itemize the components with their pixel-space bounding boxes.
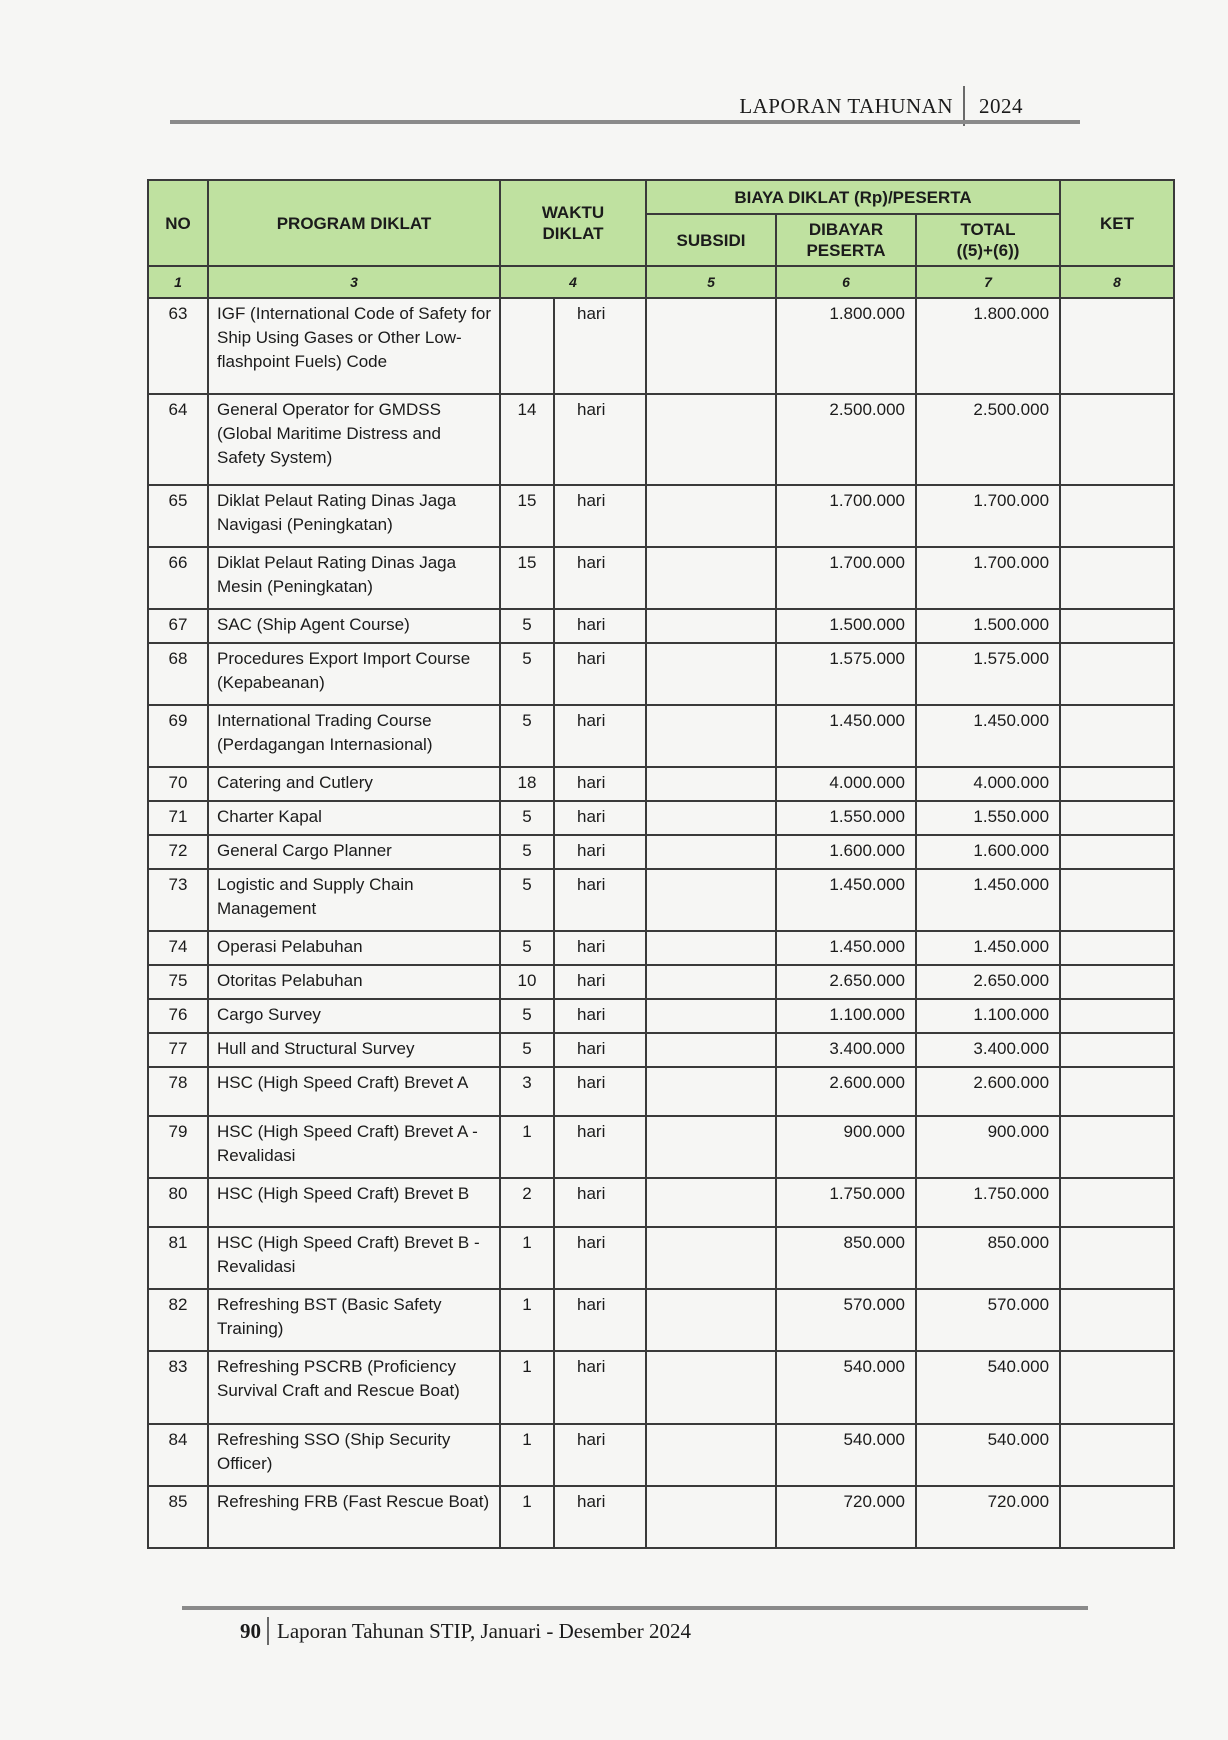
duration-days: 5	[500, 869, 554, 931]
duration-days: 3	[500, 1067, 554, 1116]
table-row	[148, 1178, 1174, 1227]
program-name: IGF (International Code of Safety for Ship Using Gases or Other Low-flashpoint Fuels) Code	[208, 298, 500, 394]
remarks	[1060, 931, 1174, 965]
total-cost: 3.400.000	[916, 1033, 1060, 1067]
header-rule	[170, 120, 1080, 124]
subsidy-cost	[646, 1067, 776, 1116]
duration-days: 15	[500, 547, 554, 609]
subsidy-cost	[646, 869, 776, 931]
total-cost: 570.000	[916, 1289, 1060, 1351]
header-waktu: WAKTU DIKLAT	[500, 180, 646, 266]
subsidy-cost	[646, 1033, 776, 1067]
total-cost: 2.500.000	[916, 394, 1060, 485]
program-name: Diklat Pelaut Rating Dinas Jaga Mesin (Peningkatan)	[208, 547, 500, 609]
row-number: 65	[148, 485, 208, 547]
table-row	[148, 394, 1174, 485]
duration-days: 1	[500, 1289, 554, 1351]
table-row	[148, 1227, 1174, 1289]
program-name: Refreshing PSCRB (Proficiency Survival Craft and Rescue Boat)	[208, 1351, 500, 1424]
duration-days: 18	[500, 767, 554, 801]
table-row	[148, 931, 1174, 965]
duration-unit: hari	[554, 1424, 646, 1486]
participant-cost: 4.000.000	[776, 767, 916, 801]
program-name: Operasi Pelabuhan	[208, 931, 500, 965]
subsidy-cost	[646, 1227, 776, 1289]
total-cost: 1.700.000	[916, 485, 1060, 547]
footer-divider	[267, 1617, 269, 1645]
table-row	[148, 547, 1174, 609]
participant-cost: 850.000	[776, 1227, 916, 1289]
subsidy-cost	[646, 1289, 776, 1351]
remarks	[1060, 835, 1174, 869]
program-name: Logistic and Supply Chain Management	[208, 869, 500, 931]
remarks	[1060, 1116, 1174, 1178]
remarks	[1060, 1486, 1174, 1548]
row-number: 82	[148, 1289, 208, 1351]
duration-unit: hari	[554, 965, 646, 999]
table-row	[148, 965, 1174, 999]
program-name: Otoritas Pelabuhan	[208, 965, 500, 999]
row-number: 71	[148, 801, 208, 835]
duration-days	[500, 298, 554, 394]
participant-cost: 1.750.000	[776, 1178, 916, 1227]
program-name: Cargo Survey	[208, 999, 500, 1033]
participant-cost: 1.450.000	[776, 931, 916, 965]
remarks	[1060, 869, 1174, 931]
table-row	[148, 835, 1174, 869]
duration-unit: hari	[554, 705, 646, 767]
remarks	[1060, 705, 1174, 767]
duration-unit: hari	[554, 547, 646, 609]
table-row	[148, 801, 1174, 835]
duration-unit: hari	[554, 801, 646, 835]
duration-days: 1	[500, 1351, 554, 1424]
subsidy-cost	[646, 1178, 776, 1227]
row-number: 85	[148, 1486, 208, 1548]
participant-cost: 2.500.000	[776, 394, 916, 485]
table-row	[148, 767, 1174, 801]
remarks	[1060, 1351, 1174, 1424]
table-row	[148, 298, 1174, 394]
subsidy-cost	[646, 835, 776, 869]
participant-cost: 900.000	[776, 1116, 916, 1178]
duration-days: 5	[500, 801, 554, 835]
duration-unit: hari	[554, 1116, 646, 1178]
header-total: TOTAL ((5)+(6))	[916, 214, 1060, 266]
total-cost: 1.450.000	[916, 869, 1060, 931]
program-name: Refreshing FRB (Fast Rescue Boat)	[208, 1486, 500, 1548]
duration-unit: hari	[554, 1178, 646, 1227]
table-row	[148, 643, 1174, 705]
header-year: 2024	[979, 93, 1023, 118]
duration-unit: hari	[554, 999, 646, 1033]
duration-days: 5	[500, 999, 554, 1033]
program-name: HSC (High Speed Craft) Brevet A	[208, 1067, 500, 1116]
col-index: 3	[208, 266, 500, 298]
total-cost: 850.000	[916, 1227, 1060, 1289]
row-number: 83	[148, 1351, 208, 1424]
total-cost: 1.550.000	[916, 801, 1060, 835]
duration-days: 1	[500, 1116, 554, 1178]
program-name: Catering and Cutlery	[208, 767, 500, 801]
row-number: 66	[148, 547, 208, 609]
program-name: Refreshing SSO (Ship Security Officer)	[208, 1424, 500, 1486]
total-cost: 1.750.000	[916, 1178, 1060, 1227]
header-program: PROGRAM DIKLAT	[208, 180, 500, 266]
duration-unit: hari	[554, 835, 646, 869]
total-cost: 1.500.000	[916, 609, 1060, 643]
remarks	[1060, 1178, 1174, 1227]
program-name: General Operator for GMDSS (Global Maritime Distress and Safety System)	[208, 394, 500, 485]
total-cost: 1.800.000	[916, 298, 1060, 394]
duration-days: 1	[500, 1486, 554, 1548]
participant-cost: 2.650.000	[776, 965, 916, 999]
total-cost: 1.100.000	[916, 999, 1060, 1033]
duration-unit: hari	[554, 1033, 646, 1067]
remarks	[1060, 1289, 1174, 1351]
total-cost: 540.000	[916, 1351, 1060, 1424]
page-number: 90	[240, 1618, 261, 1643]
subsidy-cost	[646, 643, 776, 705]
subsidy-cost	[646, 1486, 776, 1548]
program-name: Diklat Pelaut Rating Dinas Jaga Navigasi (Peningkatan)	[208, 485, 500, 547]
header-ket: KET	[1060, 180, 1174, 266]
row-number: 68	[148, 643, 208, 705]
participant-cost: 570.000	[776, 1289, 916, 1351]
program-name: Refreshing BST (Basic Safety Training)	[208, 1289, 500, 1351]
participant-cost: 1.550.000	[776, 801, 916, 835]
total-cost: 2.600.000	[916, 1067, 1060, 1116]
total-cost: 4.000.000	[916, 767, 1060, 801]
participant-cost: 2.600.000	[776, 1067, 916, 1116]
participant-cost: 1.600.000	[776, 835, 916, 869]
total-cost: 1.450.000	[916, 705, 1060, 767]
table-row	[148, 869, 1174, 931]
participant-cost: 1.700.000	[776, 485, 916, 547]
row-number: 81	[148, 1227, 208, 1289]
remarks	[1060, 965, 1174, 999]
duration-unit: hari	[554, 1067, 646, 1116]
participant-cost: 1.500.000	[776, 609, 916, 643]
table-row	[148, 999, 1174, 1033]
duration-unit: hari	[554, 485, 646, 547]
row-number: 80	[148, 1178, 208, 1227]
duration-days: 5	[500, 609, 554, 643]
duration-days: 1	[500, 1424, 554, 1486]
row-number: 75	[148, 965, 208, 999]
participant-cost: 540.000	[776, 1351, 916, 1424]
table-row	[148, 1116, 1174, 1178]
duration-days: 5	[500, 1033, 554, 1067]
table-row	[148, 705, 1174, 767]
subsidy-cost	[646, 394, 776, 485]
total-cost: 1.700.000	[916, 547, 1060, 609]
table-row	[148, 1067, 1174, 1116]
remarks	[1060, 298, 1174, 394]
program-name: SAC (Ship Agent Course)	[208, 609, 500, 643]
duration-days: 2	[500, 1178, 554, 1227]
footer-rule	[182, 1606, 1088, 1610]
col-index: 8	[1060, 266, 1174, 298]
header-title: LAPORAN TAHUNAN	[739, 93, 953, 118]
footer-text: Laporan Tahunan STIP, Januari - Desember 2024	[277, 1618, 691, 1643]
subsidy-cost	[646, 1116, 776, 1178]
subsidy-cost	[646, 1424, 776, 1486]
row-number: 76	[148, 999, 208, 1033]
page-footer	[240, 1617, 691, 1645]
remarks	[1060, 547, 1174, 609]
col-index: 7	[916, 266, 1060, 298]
duration-unit: hari	[554, 609, 646, 643]
participant-cost: 1.700.000	[776, 547, 916, 609]
row-number: 74	[148, 931, 208, 965]
row-number: 84	[148, 1424, 208, 1486]
subsidy-cost	[646, 801, 776, 835]
remarks	[1060, 609, 1174, 643]
remarks	[1060, 767, 1174, 801]
table-row	[148, 1424, 1174, 1486]
duration-days: 1	[500, 1227, 554, 1289]
participant-cost: 1.450.000	[776, 705, 916, 767]
program-name: General Cargo Planner	[208, 835, 500, 869]
subsidy-cost	[646, 298, 776, 394]
remarks	[1060, 1067, 1174, 1116]
subsidy-cost	[646, 767, 776, 801]
subsidy-cost	[646, 1351, 776, 1424]
col-index: 1	[148, 266, 208, 298]
total-cost: 2.650.000	[916, 965, 1060, 999]
remarks	[1060, 1227, 1174, 1289]
program-name: Procedures Export Import Course (Kepabeanan)	[208, 643, 500, 705]
subsidy-cost	[646, 999, 776, 1033]
duration-days: 10	[500, 965, 554, 999]
duration-unit: hari	[554, 869, 646, 931]
duration-unit: hari	[554, 931, 646, 965]
training-cost-table	[147, 179, 1175, 1549]
participant-cost: 3.400.000	[776, 1033, 916, 1067]
duration-days: 5	[500, 705, 554, 767]
row-number: 67	[148, 609, 208, 643]
remarks	[1060, 643, 1174, 705]
participant-cost: 1.450.000	[776, 869, 916, 931]
header-subsidi: SUBSIDI	[646, 214, 776, 266]
duration-unit: hari	[554, 767, 646, 801]
participant-cost: 1.100.000	[776, 999, 916, 1033]
remarks	[1060, 485, 1174, 547]
row-number: 79	[148, 1116, 208, 1178]
duration-days: 5	[500, 835, 554, 869]
program-name: HSC (High Speed Craft) Brevet A - Revalidasi	[208, 1116, 500, 1178]
participant-cost: 1.575.000	[776, 643, 916, 705]
remarks	[1060, 999, 1174, 1033]
program-name: International Trading Course (Perdagangan Internasional)	[208, 705, 500, 767]
duration-unit: hari	[554, 298, 646, 394]
participant-cost: 720.000	[776, 1486, 916, 1548]
total-cost: 720.000	[916, 1486, 1060, 1548]
subsidy-cost	[646, 485, 776, 547]
header-dibayar: DIBAYAR PESERTA	[776, 214, 916, 266]
row-number: 69	[148, 705, 208, 767]
remarks	[1060, 801, 1174, 835]
row-number: 63	[148, 298, 208, 394]
duration-unit: hari	[554, 394, 646, 485]
total-cost: 1.575.000	[916, 643, 1060, 705]
header-biaya: BIAYA DIKLAT (Rp)/PESERTA	[646, 180, 1060, 214]
program-name: HSC (High Speed Craft) Brevet B - Revalidasi	[208, 1227, 500, 1289]
col-index: 5	[646, 266, 776, 298]
duration-days: 5	[500, 931, 554, 965]
table-row	[148, 485, 1174, 547]
program-name: Charter Kapal	[208, 801, 500, 835]
row-number: 77	[148, 1033, 208, 1067]
duration-unit: hari	[554, 1351, 646, 1424]
row-number: 72	[148, 835, 208, 869]
header-no: NO	[148, 180, 208, 266]
subsidy-cost	[646, 705, 776, 767]
total-cost: 1.450.000	[916, 931, 1060, 965]
row-number: 78	[148, 1067, 208, 1116]
row-number: 70	[148, 767, 208, 801]
total-cost: 900.000	[916, 1116, 1060, 1178]
participant-cost: 540.000	[776, 1424, 916, 1486]
duration-days: 15	[500, 485, 554, 547]
duration-unit: hari	[554, 1227, 646, 1289]
subsidy-cost	[646, 547, 776, 609]
program-name: HSC (High Speed Craft) Brevet B	[208, 1178, 500, 1227]
row-number: 64	[148, 394, 208, 485]
participant-cost: 1.800.000	[776, 298, 916, 394]
subsidy-cost	[646, 965, 776, 999]
col-index: 6	[776, 266, 916, 298]
duration-unit: hari	[554, 1289, 646, 1351]
table-row	[148, 1351, 1174, 1424]
table-row	[148, 609, 1174, 643]
total-cost: 1.600.000	[916, 835, 1060, 869]
duration-unit: hari	[554, 643, 646, 705]
duration-days: 14	[500, 394, 554, 485]
table-row	[148, 1289, 1174, 1351]
remarks	[1060, 1033, 1174, 1067]
remarks	[1060, 394, 1174, 485]
table-row	[148, 1486, 1174, 1548]
total-cost: 540.000	[916, 1424, 1060, 1486]
row-number: 73	[148, 869, 208, 931]
col-index: 4	[500, 266, 646, 298]
subsidy-cost	[646, 609, 776, 643]
program-name: Hull and Structural Survey	[208, 1033, 500, 1067]
table-row	[148, 1033, 1174, 1067]
subsidy-cost	[646, 931, 776, 965]
duration-unit: hari	[554, 1486, 646, 1548]
duration-days: 5	[500, 643, 554, 705]
remarks	[1060, 1424, 1174, 1486]
